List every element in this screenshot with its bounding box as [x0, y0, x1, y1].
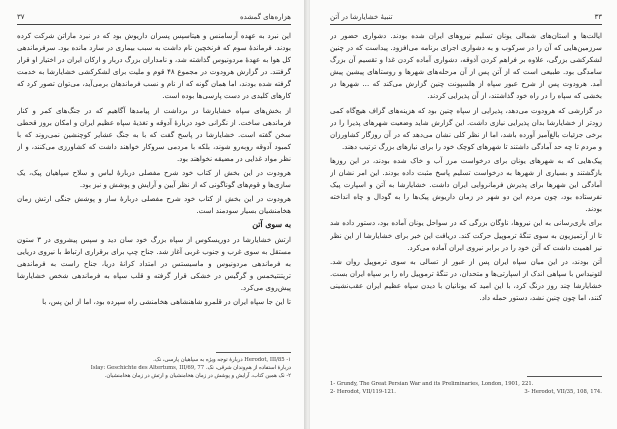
right-body-text: [330, 30, 602, 304]
left-page: [0, 0, 306, 429]
footnote: دربارهٔ استفاده از هم‌وندان شرقی، نک. Islay: Geschichte des Altertums, III/69, 77: [90, 365, 291, 371]
left-running-head: [17, 10, 291, 25]
right-running-head: [330, 10, 602, 25]
left-paragraph: هرودوت در این بخش از کتاب خود شرح مفصلی دربارهٔ ساز و پوشش جنگی ارتش زمان هخامنشیان بسیار سودمند است.: [17, 194, 291, 216]
left-footnote-rule: [216, 352, 291, 353]
left-paragraph: از بخش‌های سپاه خشایارشا در برداشت از پیامدها آگاهیم که در جنگ‌های کمر و کنار فرماندهی ساخت. از نگرانی خود دربارهٔ آدوقه و تغذیهٔ سپاه عظیم ایران و امکان بروز قحطی سخن گفته است. خشایارشا در پاسخ گفت که با به جنگ عشایر کوچنشین نمی‌روند که با کمبود آدوقه روبه‌رو شوند، بلکه با مردمی سروکار خواهند داشت که کشاورزی می‌کنند، و از نظر مواد غذایی در مضیقه نخواهند بود.: [17, 105, 291, 163]
left-paragraph: این نبرد به عهده آرسامنس و هیتاسپس پسران داریوش بود که در نبرد ماراتن شرکت کرده بودند. فرماندهٔ سوم که فرنخچین نام داشت به سبب بیماری در سارد مانده بود. سرفرماندهی کل هوا به عهدهٔ مردونیوس گذاشته شد، و نامداران بزرگ دربار و ارکان ایران در اختیار او قرار گرفتند. در گزارش هرودوت در مجموع ۴۸ قوم و ملیت برای لشکرکشی خشایارشا به خدمت گرفته شده بودند، اما همان گونه که از نام و نسب فرماندهان برمی‌آید، می‌توان تصور کرد که کارهای کلیدی در دست پارسی‌ها بوده است.: [17, 31, 291, 101]
left-footnotes: [17, 356, 291, 380]
left-running-title: هزاره‌های گمشده: [239, 13, 291, 21]
footnote: 1- Grundy, The Great Persian War and its Preliminaries, London, 1901, 221.: [330, 381, 534, 387]
right-page: [310, 0, 617, 429]
right-paragraph: پیک‌هایی که به شهرهای یونان برای درخواست مرز آب و خاک شده بودند، در این روزها بازگشتند و بسیاری از شهرها به درخواست تسلیم پاسخ مثبت داده بودند. این امر نشان از آمادگی این شهرها برای پذیرش فرمانروایی ایران داشت. خشایارشا به آتن و اسپارت پیک نفرستاده بود، چون مردم این دو شهر در زمان داریوش پیک‌ها را به گودال و چاه انداخته بودند.: [330, 155, 602, 214]
footnote: 2- Herodot, VII/119-121.: [330, 389, 396, 395]
left-paragraph: هرودوت در این بخش از کتاب خود شرح مفصلی دربارهٔ لباس و سلاح سپاهیان پیک، یک سازی‌ها و قوم‌های گوناگونی که از نظر آیین و آرایش و پوشش و نیز بود.: [17, 168, 291, 190]
right-paragraph: در گزارشی که هرودوت می‌دهد، پذیرایی از سپاه چنین بود که هزینه‌های گزاف هیچ‌گاه کمی زودتر از خشایارشا بدان پذیرایی نیازی داشت. این گزارش شاید وضعیت شهرهای پذیرا را در برخی جزئیات بالغ‌آمیز آورده باشد، اما از نظر کلی نشان می‌دهد که در آن روزگار کشاورزان و مردم تا چه حد آمادگی داشتند تا شهرهای کوچک خود را برای نیازهای بزرگ ترتیب دهند.: [330, 105, 602, 151]
section-heading: به سوی آتن: [252, 220, 291, 230]
footnote: 3- Herodot, VII/35, 108, 174.: [524, 389, 602, 395]
right-footnote-rule: [527, 376, 602, 377]
right-paragraph: برای یاری‌رسانی به این نیروها، ناوگان بزرگی که در سواحل یونان آماده بود، دستور داده شد تا از آرتمیزیون به سوی تنگهٔ ترموپیل حرکت کند. دریافت این خبر برای خشایارشا از این نظر نیز اهمیت داشت که آتن خود را در برابر نیروی ایران آماده می‌کرد.: [330, 218, 602, 252]
right-running-title: تنبیهٔ خشایارشا در آتن: [330, 13, 393, 21]
left-paragraph: تا این جا سپاه ایران در قلمرو شاهنشاهی هخامنشی راه سپرده بود، اما از این پس، با: [42, 296, 291, 306]
right-footnotes: [330, 380, 602, 396]
footnote: ۱- Herodot, III/85 دربارهٔ توجه ویژه به سپاهیان پارسی، نک.: [153, 357, 291, 363]
right-paragraph: ایالت‌ها و استان‌های شمالی یونان تسلیم نیروهای ایران شده بودند. دشواری حضور در سرزمین‌هایی که آن را در سرکوب و به دشواری اجرای برنامه می‌افزود. پیداست که در چنین لشکرکشی بزرگی، علاوه بر فراهم کردن آذوقه، دشواری آماده کردن غذا و تقسیم آن بزرگ سامدگی بود. طبیعی است که از آتن پس از آن مرحله‌های شهرها و روستاهای پیشین پیش آمد. هرودوت پس از شرح عبور سپاه از هلسپونت چنین گزارش می‌کند که ... شهرها در بخشی که سپاه را در راه خود گذاشتند، از آن پذیرایی کردند.: [330, 31, 602, 101]
left-body-text: [17, 30, 291, 308]
right-page-number: ۳۳: [594, 13, 602, 21]
left-page-number: ۳۷: [17, 13, 25, 21]
left-paragraph: ارتش خشایارشا در دوریسکوس از سپاه بزرگ خود سان دید و سپس پیشروی در ۳ ستون مستقل به سوی غرب و جنوب غربی آغاز شد. جناح چپ برای برقراری ارتباط با نیروی دریایی به فرماندهی مردونیوس و ماسیستس در امتداد کرانهٔ دریا، جناح راست به فرماندهی تریتنتیخمس و گرگیس در خشکی قرار گرفته و قلب سپاه به فرماندهی شخص خشایارشا پیش‌روی می‌کرد.: [17, 234, 291, 292]
footnote: ۲- نک همین کتاب، آرایش و پوشش در زمان هخامنشیان و ارتش در زمان هخامنشیان.: [104, 373, 291, 379]
right-paragraph: آتن بودند، در این میان سپاه ایران پس از عبور از تسالی به سوی ترموپیل روان شد. لئونیداس با سپاهی اندک از اسپارتی‌ها و متحدان، در تنگهٔ ترموپیل راه را بر سپاه ایران بست. خشایارشا چند روز درنگ کرد، با این امید که یونانیان با دیدن سپاه عظیم ایران عقب‌نشینی کنند، اما چون چنین نشد، دستور حمله داد.: [330, 256, 602, 302]
